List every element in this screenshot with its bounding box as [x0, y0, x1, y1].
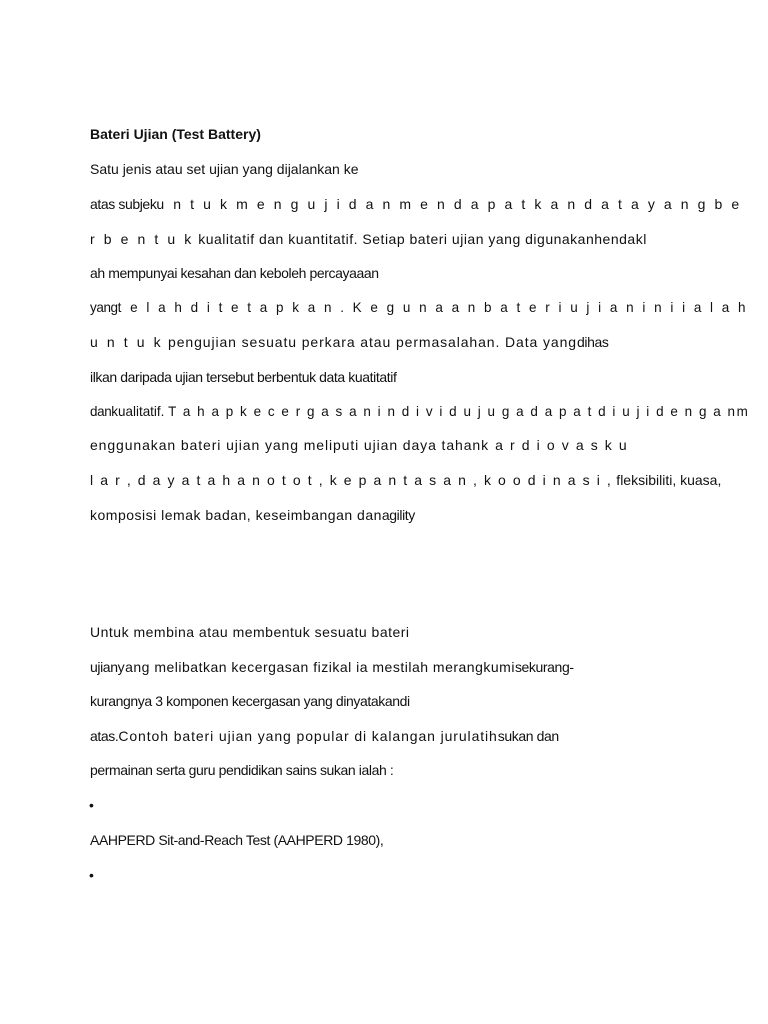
text-run: ujian [90, 659, 118, 675]
paragraph-line-1 [90, 160, 359, 178]
text-run: kualitatif. [111, 403, 169, 419]
text-run: kualitatif dan kuantitatif. Setiap bateri ujian yang digunakan [193, 231, 595, 247]
text-run: yang melibatkan kecergasan fizikal ia mestilah merangkumi [117, 659, 515, 675]
text-run: permainan serta guru pendidikan sains sukan ialah : [90, 762, 394, 778]
paragraph-line-12 [90, 623, 410, 641]
paragraph-line-13 [90, 658, 574, 676]
text-run: AAHPERD Sit-and-Reach Test (AAHPERD 1980), [90, 832, 384, 848]
document-heading: Bateri Ujian (Test Battery) [90, 126, 261, 142]
text-run: dan [90, 403, 112, 419]
paragraph-line-7 [90, 368, 396, 386]
text-run: l a r , d a y a t a h a n o t o t , k e p a n t a s a n , k o o d i n a s i , [90, 472, 613, 488]
paragraph-line-10 [90, 471, 721, 489]
paragraph-line-9 [90, 436, 628, 454]
paragraph-line-14 [90, 692, 410, 710]
paragraph-line-3 [90, 230, 647, 248]
text-run: di [399, 693, 410, 709]
text-run: pengujian sesuatu perkara atau permasalahan. Data yang [163, 334, 577, 350]
text-run: kurangnya 3 komponen kecergasan yang dinyatakan [90, 693, 400, 709]
text-run: yang [90, 299, 118, 315]
bullet-marker: • [89, 867, 94, 883]
bullet-marker: • [89, 797, 94, 813]
text-run: enggunakan bateri ujian yang meliputi ujian daya tahan [90, 437, 482, 453]
text-run: Untuk membina atau membentuk sesuatu bateri [90, 624, 410, 640]
text-run: Satu jenis atau set ujian yang dijalankan ke [90, 161, 359, 177]
paragraph-line-6 [90, 333, 608, 351]
paragraph-line-16 [90, 761, 393, 779]
text-run: atas subjek [90, 196, 157, 212]
paragraph-line-4 [90, 264, 379, 282]
text-run: k a r d i o v a s k u [481, 437, 629, 453]
text-run: atas. [90, 728, 119, 744]
list-item [90, 831, 383, 849]
text-run: ilkan daripada ujian tersebut berbentuk data kuatitatif [90, 369, 397, 385]
text-run: komposisi lemak badan, keseimbangan dan [90, 507, 382, 523]
text-run: m [736, 403, 748, 419]
text-run: t e l a h d i t e t a p k a n . K e g u n a a n b a t e r i u j i a n i n i i a l a h [117, 299, 749, 315]
text-run: u n t u k m e n g u j i d a n m e n d a p a t k a n d a t a y a n g b e [156, 196, 742, 212]
paragraph-line-5 [90, 298, 748, 316]
text-run: Contoh bateri ujian yang popular di kalangan jurulatih [118, 728, 498, 744]
paragraph-line-11 [90, 506, 415, 524]
text-run: fleksibiliti, kuasa, [612, 472, 722, 488]
text-run: dihas [576, 334, 609, 350]
text-run: agility [381, 507, 415, 523]
paragraph-line-15 [90, 727, 559, 745]
text-run: sukan dan [497, 728, 559, 744]
paragraph-line-2 [90, 195, 742, 213]
text-run: r b e n t u k [90, 231, 194, 247]
text-run: hendakl [594, 231, 647, 247]
text-run: u n t u k [90, 334, 164, 350]
paragraph-line-8 [90, 402, 748, 420]
text-run: sekurang- [514, 659, 574, 675]
text-run: T a h a p k e c e r g a s a n i n d i v i d u j u g a d a p a t d i u j i d e n g a n [168, 403, 737, 419]
text-run: ah mempunyai kesahan dan keboleh percayaaan [90, 265, 379, 281]
